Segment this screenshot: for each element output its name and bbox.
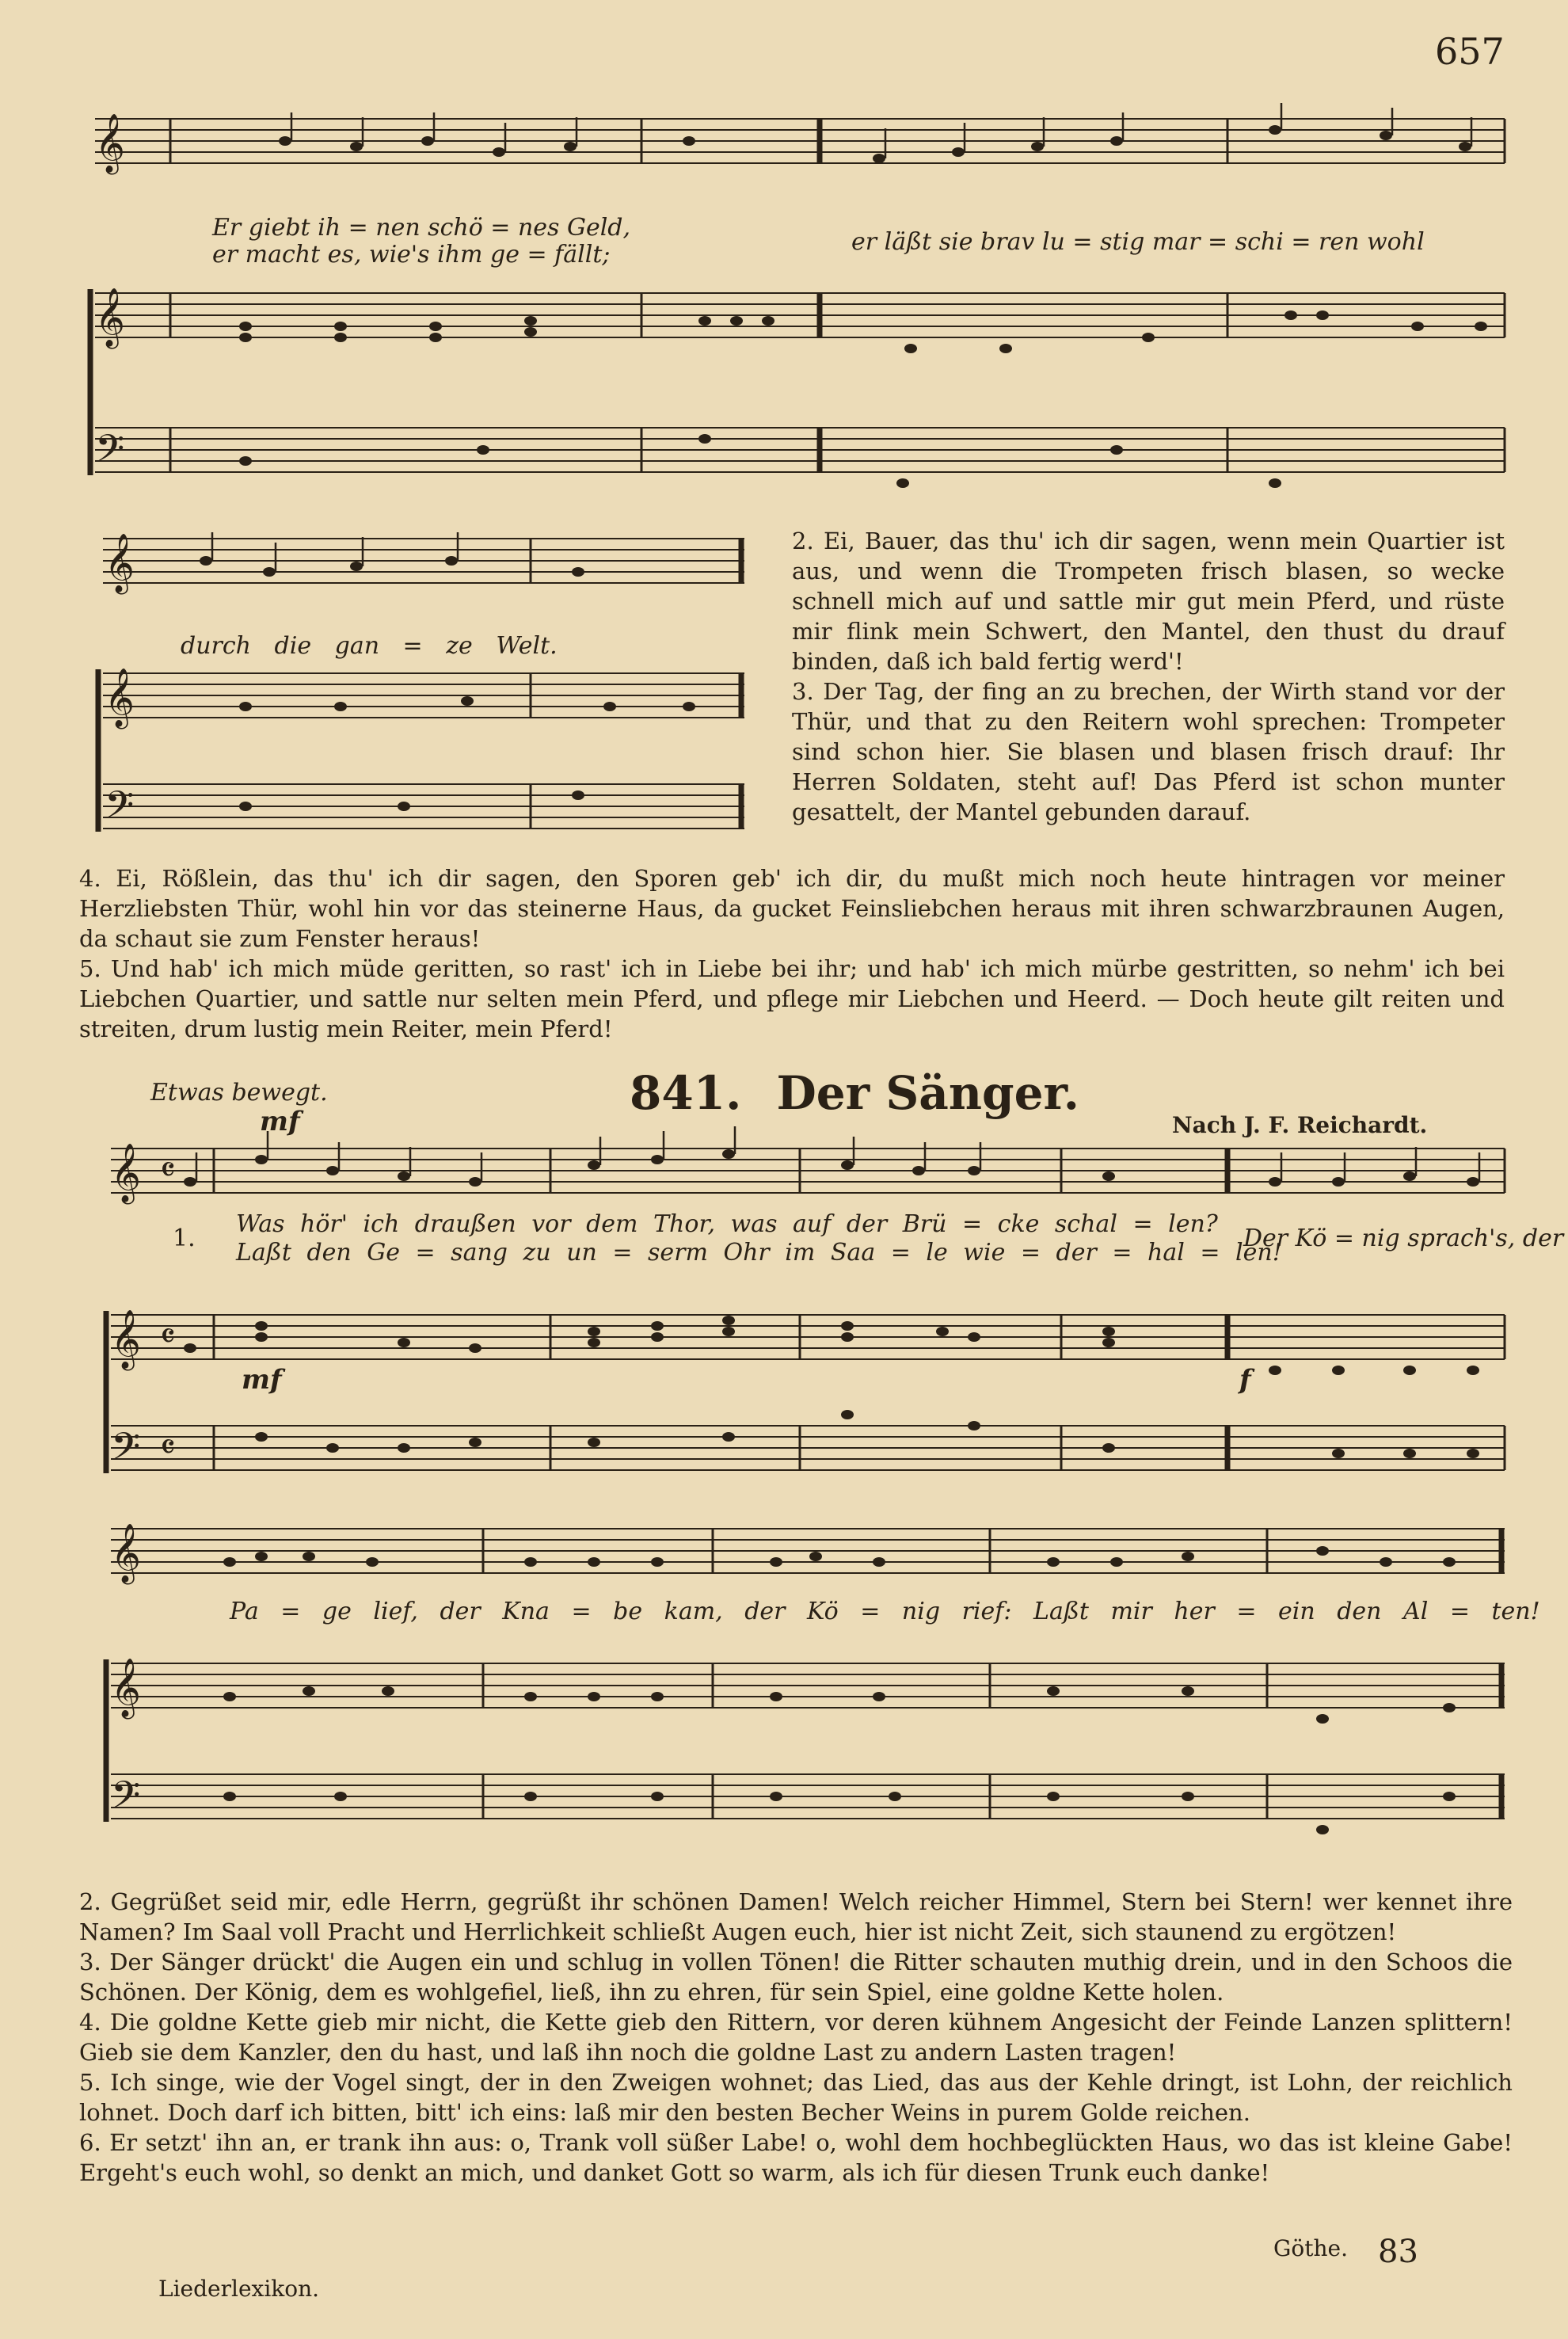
svg-text:𝄞: 𝄞 bbox=[105, 669, 135, 727]
lyrics-line-3: er läßt sie brav lu = stig mar = schi = ren wohl bbox=[851, 228, 1425, 256]
upper-verse-3: 3. Der Tag, der fing an zu brechen, der Wirth stand vor der Thür, und that zu den Reitern wohl sprechen: Trompeter sind schon hier. Sie blasen und blasen frisch drauf: Ihr Herren Soldaten, steht auf! Das Pferd ist schon munter gesattelt, der Mantel gebunden darauf. bbox=[792, 678, 1505, 825]
svg-text:𝄞: 𝄞 bbox=[95, 288, 125, 347]
music-system-1 bbox=[87, 103, 1513, 499]
song-verse-6: 6. Er setzt' ihn an, er trank ihn aus: o, Trank voll süßer Labe! o, wohl dem hochbeglückten Haus, wo das ist kleine Gabe! Ergeht's euch wohl, so denkt an mich, und danket Gott so warm, als ich für diesen Trunk euch danke! bbox=[79, 2129, 1513, 2186]
dynamic-piano: mf bbox=[242, 1364, 282, 1396]
music-system-2 bbox=[87, 523, 760, 855]
song-lyrics-line-3: Der Kö = nig sprach's, der bbox=[1243, 1225, 1564, 1252]
upper-verses-right bbox=[792, 526, 1505, 827]
signature-number: 83 bbox=[1378, 2234, 1418, 2270]
song-attribution: Nach J. F. Reichardt. bbox=[1172, 1112, 1428, 1138]
upper-verse-4: 4. Ei, Rößlein, das thu' ich dir sagen, den Sporen geb' ich dir, du mußt mich noch heute hintragen vor meiner Herzliebsten Thür, wohl hin vor das steinerne Haus, da gucket Feinsliebchen heraus mit ihren schwarzbraunen Augen, da schaut sie zum Fenster heraus! bbox=[79, 865, 1505, 952]
svg-text:𝄞: 𝄞 bbox=[111, 1524, 141, 1583]
song-verse-3: 3. Der Sänger drückt' die Augen ein und schlug in vollen Tönen! die Ritter schauten muthig drein, und in den Schoos die Schönen. Der König, dem es wohlgefiel, ließ, ihn zu ehren, für sein Spiel, eine goldne Kette holen. bbox=[79, 1949, 1513, 2006]
svg-text:𝄞: 𝄞 bbox=[111, 1144, 141, 1202]
song-lyrics-line-1: Was hör' ich draußen vor dem Thor, was auf der Brü = cke schal = len? bbox=[236, 1210, 1218, 1238]
staff-voice bbox=[95, 119, 1505, 163]
music-system-4 bbox=[103, 1505, 1513, 1877]
svg-text:𝄴: 𝄴 bbox=[160, 1150, 176, 1190]
svg-text:𝄴: 𝄴 bbox=[160, 1316, 176, 1357]
song-verse-5: 5. Ich singe, wie der Vogel singt, der in den Zweigen wohnet; das Lied, das aus der Kehle dringt, ist Lohn, der reichlich lohnet. Doch darf ich bitten, bitt' ich eins: laß mir den besten Becher Weins in purem Golde reichen. bbox=[79, 2069, 1513, 2126]
upper-verses-full bbox=[79, 863, 1505, 1044]
svg-text:𝄞: 𝄞 bbox=[95, 114, 125, 173]
note-heads bbox=[239, 103, 1487, 488]
svg-text:𝄢: 𝄢 bbox=[111, 1424, 141, 1478]
tempo-marking: Etwas bewegt. bbox=[150, 1079, 328, 1107]
footer-left: Liederlexikon. bbox=[158, 2276, 320, 2302]
svg-text:𝄞: 𝄞 bbox=[105, 534, 135, 592]
upper-verse-5: 5. Und hab' ich mich müde geritten, so rast' ich in Liebe bei ihr; und hab' ich mich mürbe gestritten, so nehm' ich bei Liebchen Quartier, und sattle nur selten mein Pferd, und pflege mir Liebchen und Heerd. — Doch heute gilt reiten und streiten, drum lustig mein Reiter, mein Pferd! bbox=[79, 955, 1505, 1042]
song-author: Göthe. bbox=[1273, 2235, 1348, 2261]
lyrics-line-1: Er giebt ih = nen schö = nes Geld, bbox=[212, 214, 631, 242]
page-number: 657 bbox=[1435, 30, 1505, 73]
svg-text:𝄢: 𝄢 bbox=[95, 426, 125, 480]
svg-text:𝄢: 𝄢 bbox=[111, 1773, 141, 1827]
song-verses bbox=[79, 1887, 1513, 2188]
dynamic-forte: f bbox=[1239, 1364, 1251, 1396]
lyrics-line-2: er macht es, wie's ihm ge = fällt; bbox=[212, 241, 611, 269]
song-lyrics-line-4: Pa = ge lief, der Kna = be kam, der Kö = nig rief: Laßt mir her = ein den Al = ten! bbox=[230, 1598, 1540, 1625]
song-name: Der Sänger. bbox=[776, 1066, 1079, 1120]
svg-text:𝄢: 𝄢 bbox=[105, 783, 135, 836]
song-verse-2: 2. Gegrüßet seid mir, edle Herrn, gegrüßt ihr schönen Damen! Welch reicher Himmel, Stern bei Stern! wer kennet ihre Namen? Im Saal voll Pracht und Herrlichkeit schließt Augen euch, hier ist nicht Zeit, sich staunend zu ergötzen! bbox=[79, 1888, 1513, 1945]
upper-verse-2: 2. Ei, Bauer, das thu' ich dir sagen, wenn mein Quartier ist aus, und wenn die Trompeten frisch blasen, so wecke schnell mich auf und sattle mir gut mein Pferd, und rüste mir flink mein Schwert, den Mantel, den thust du drauf binden, daß ich bald fertig werd'! bbox=[792, 528, 1505, 675]
dynamic-voice: mf bbox=[260, 1106, 300, 1137]
song-verse-4: 4. Die goldne Kette gieb mir nicht, die Kette gieb den Rittern, vor deren kühnem Angesicht der Feinde Lanzen splittern! Gieb sie dem Kanzler, den du hast, und laß ihn noch die goldne Last zu andern Lasten tragen! bbox=[79, 2009, 1513, 2066]
song-number: 841. bbox=[630, 1066, 742, 1120]
svg-text:𝄞: 𝄞 bbox=[111, 1310, 141, 1369]
song-title bbox=[630, 1066, 1079, 1120]
song-lyrics-line-2: Laßt den Ge = sang zu un = serm Ohr im Saa = le wie = der = hal = len! bbox=[236, 1239, 1282, 1267]
staff-piano-bass bbox=[95, 428, 1505, 472]
lyrics-line-4: durch die gan = ze Welt. bbox=[181, 632, 558, 660]
music-system-3 bbox=[103, 1125, 1513, 1497]
svg-text:𝄞: 𝄞 bbox=[111, 1659, 141, 1717]
song-verse-number: 1. bbox=[173, 1225, 196, 1252]
svg-text:𝄴: 𝄴 bbox=[160, 1427, 176, 1468]
